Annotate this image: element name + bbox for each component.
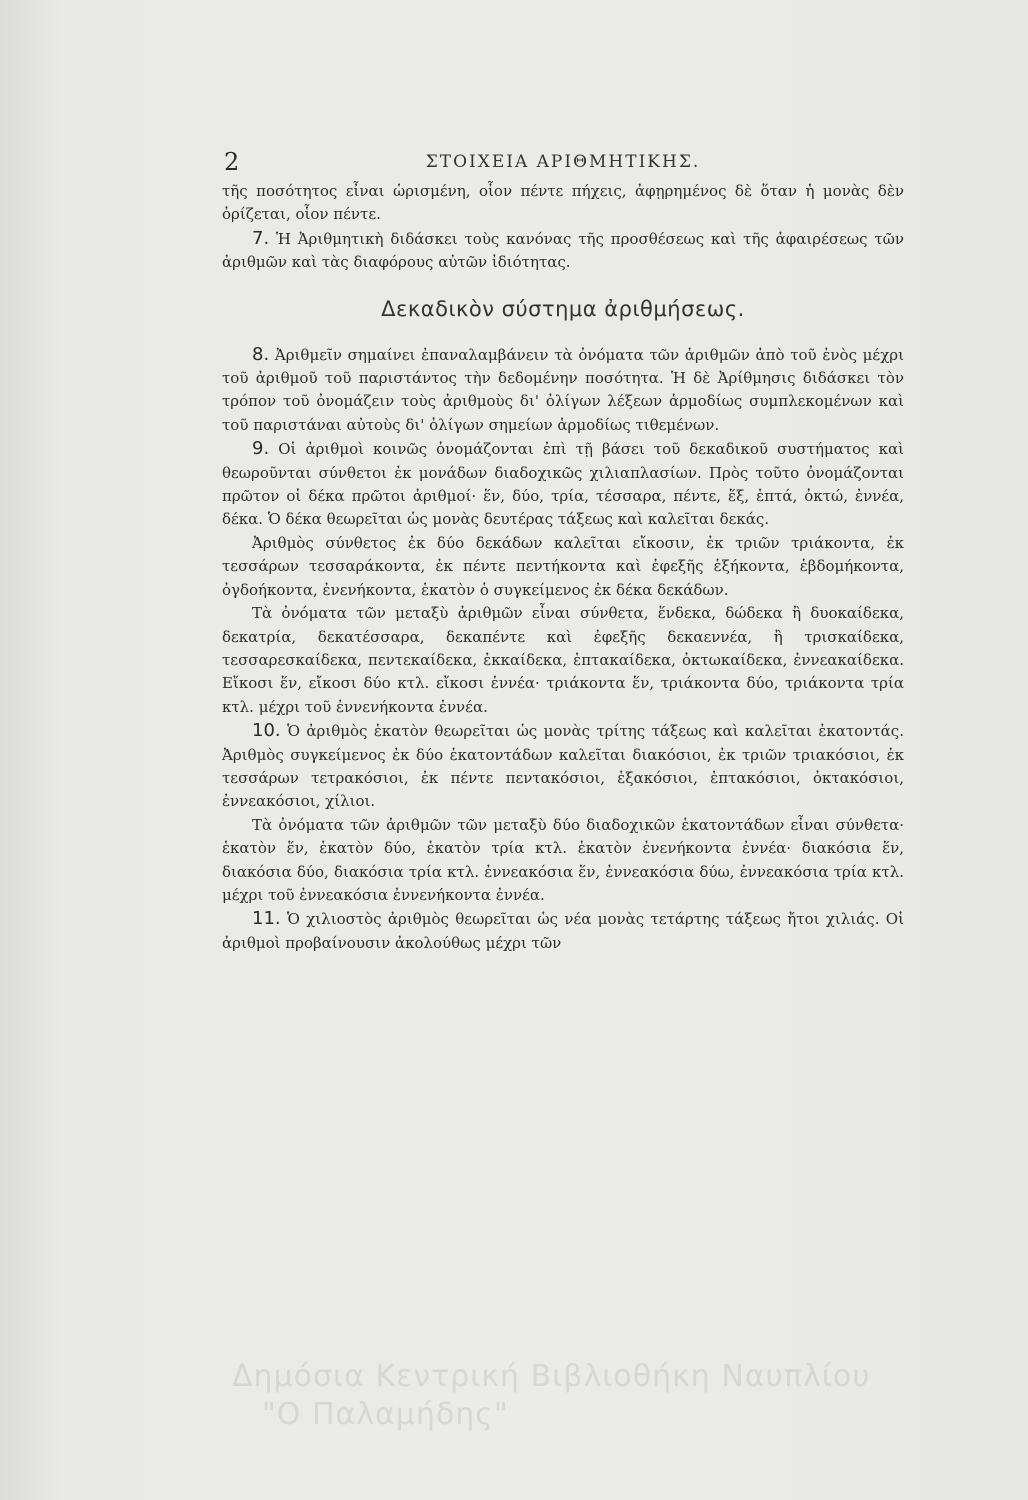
paragraph-number: 11. [252, 908, 281, 930]
paragraph-11 [222, 907, 904, 955]
watermark-line-2: "Ο Παλαμήδης" [262, 1397, 509, 1432]
paragraph-number: 10. [252, 720, 281, 742]
paragraph-text: Ὁ χιλιοστὸς ἀριθμὸς θεωρεῖται ὡς νέα μονὰς τετάρτης τάξεως ἤτοι χιλιάς. Οἱ ἀριθμοὶ προβαίνουσιν ἀκολούθως μέχρι τῶν [222, 910, 904, 952]
paragraph-9b: Ἀριθμὸς σύνθετος ἐκ δύο δεκάδων καλεῖται εἴκοσιν, ἐκ τριῶν τριάκοντα, ἐκ τεσσάρων τεσσαράκοντα, ἐκ πέντε πεντήκοντα καὶ ἐφεξῆς ἑξήκοντα, ἑβδομήκοντα, ὀγδοήκοντα, ἐνενήκοντα, ἑκατὸν ὁ συγκείμενος ἐκ δέκα δεκάδων. [222, 533, 904, 599]
paragraph-number: 9. [252, 438, 270, 460]
paragraph-9c: Τὰ ὀνόματα τῶν μεταξὺ ἀριθμῶν εἶναι σύνθετα, ἕνδεκα, δώδεκα ἢ δυοκαίδεκα, δεκατρία, δεκατέσσαρα, δεκαπέντε καὶ ἐφεξῆς δεκαεννέα, ἢ τρισκαίδεκα, τεσσαρεσκαίδεκα, πεντεκαίδεκα, ἑκκαίδεκα, ἑπτακαίδεκα, ὀκτωκαίδεκα, ἐννεακαίδεκα. Εἴκοσι ἕν, εἴκοσι δύο κτλ. εἴκοσι ἐννέα· τριάκοντα ἕν, τριάκοντα δύο, τριάκοντα τρία κτλ. μέχρι τοῦ ἐννενήκοντα ἐννέα. [222, 604, 904, 716]
library-watermark [232, 1358, 932, 1434]
paragraph-text: Οἱ ἀριθμοὶ κοινῶς ὀνομάζονται ἐπὶ τῇ βάσει τοῦ δεκαδικοῦ συστήματος καὶ θεωροῦνται σύνθετοι ἐκ μονάδων διαδοχικῶς χιλιαπλασίων. Πρὸς τοῦτο ὀνομάζονται πρῶτον οἱ δέκα πρῶτοι ἀριθμοί· ἕν, δύο, τρία, τέσσαρα, πέντε, ἕξ, ἑπτά, ὀκτώ, ἐννέα, δέκα. Ὁ δέκα θεωρεῖται ὡς μονὰς δευτέρας τάξεως καὶ καλεῖται δεκάς. [222, 440, 904, 529]
watermark-line-1: Δημόσια Κεντρική Βιβλιοθήκη Ναυπλίου [232, 1359, 871, 1394]
body-text [222, 180, 904, 955]
paragraph-8 [222, 343, 904, 438]
paragraph-10 [222, 719, 904, 814]
running-title: ΣΤΟΙΧΕΙΑ ΑΡΙΘΜΗΤΙΚΗΣ. [425, 152, 701, 172]
paragraph-text: Ἀριθμεῖν σημαίνει ἐπαναλαμβάνειν τὰ ὀνόματα τῶν ἀριθμῶν ἀπὸ τοῦ ἑνὸς μέχρι τοῦ ἀριθμοῦ τοῦ παριστάντος τὴν δεδομένην ποσότητα. Ἡ δὲ Ἀρίθμησις διδάσκει τὸν τρόπον τοῦ ὀνομάζειν τοὺς ἀριθμοὺς δι' ὀλίγων λέξεων ἁρμοδίως συμπλεκομένων καὶ τοῦ παριστάναι αὐτοὺς δι' ὀλίγων σημείων ἁρμοδίως τιθεμένων. [222, 345, 904, 434]
page-header [224, 148, 902, 178]
paragraph-continuation: τῆς ποσότητος εἶναι ὡρισμένη, οἷον πέντε πήχεις, ἀφῃρημένος δὲ ὅταν ἡ μονὰς δὲν ὁρίζεται, οἷον πέντε. [222, 182, 904, 224]
paragraph-number: 7. [252, 227, 270, 249]
paragraph-text: Ὁ ἀριθμὸς ἑκατὸν θεωρεῖται ὡς μονὰς τρίτης τάξεως καὶ καλεῖται ἑκατοντάς. Ἀριθμὸς συγκείμενος ἐκ δύο ἑκατοντάδων καλεῖται διακόσιοι, ἐκ τριῶν τριακόσιοι, ἐκ τεσσάρων τετρακόσιοι, ἐκ πέντε πεντακόσιοι, ἑξακόσιοι, ἑπτακόσιοι, ὀκτακόσιοι, ἐννεακόσιοι, χίλιοι. [222, 722, 904, 811]
section-title: Δεκαδικὸν σύστημα ἀριθμήσεως. [381, 296, 745, 321]
paragraph-10b: Τὰ ὀνόματα τῶν ἀριθμῶν τῶν μεταξὺ δύο διαδοχικῶν ἑκατοντάδων εἶναι σύνθετα· ἑκατὸν ἕν, ἑκατὸν δύο, ἑκατὸν τρία κτλ. ἑκατὸν ἐνενήκοντα ἐννέα· διακόσια ἕν, διακόσια δύο, διακόσια τρία κτλ. ἐννεακόσια ἕν, ἐννεακόσια δύω, ἐννεακόσια τρία κτλ. μέχρι τοῦ ἐννεακόσια ἐννενήκοντα ἐννέα. [222, 815, 904, 904]
paragraph-number: 8. [252, 343, 270, 365]
page-number: 2 [224, 148, 240, 176]
paragraph-7 [222, 227, 904, 275]
paragraph-9 [222, 437, 904, 532]
paragraph-text: Ἡ Ἀριθμητικὴ διδάσκει τοὺς κανόνας τῆς προσθέσεως καὶ τῆς ἀφαιρέσεως τῶν ἀριθμῶν καὶ τὰς διαφόρους αὐτῶν ἰδιότητας. [222, 229, 904, 272]
